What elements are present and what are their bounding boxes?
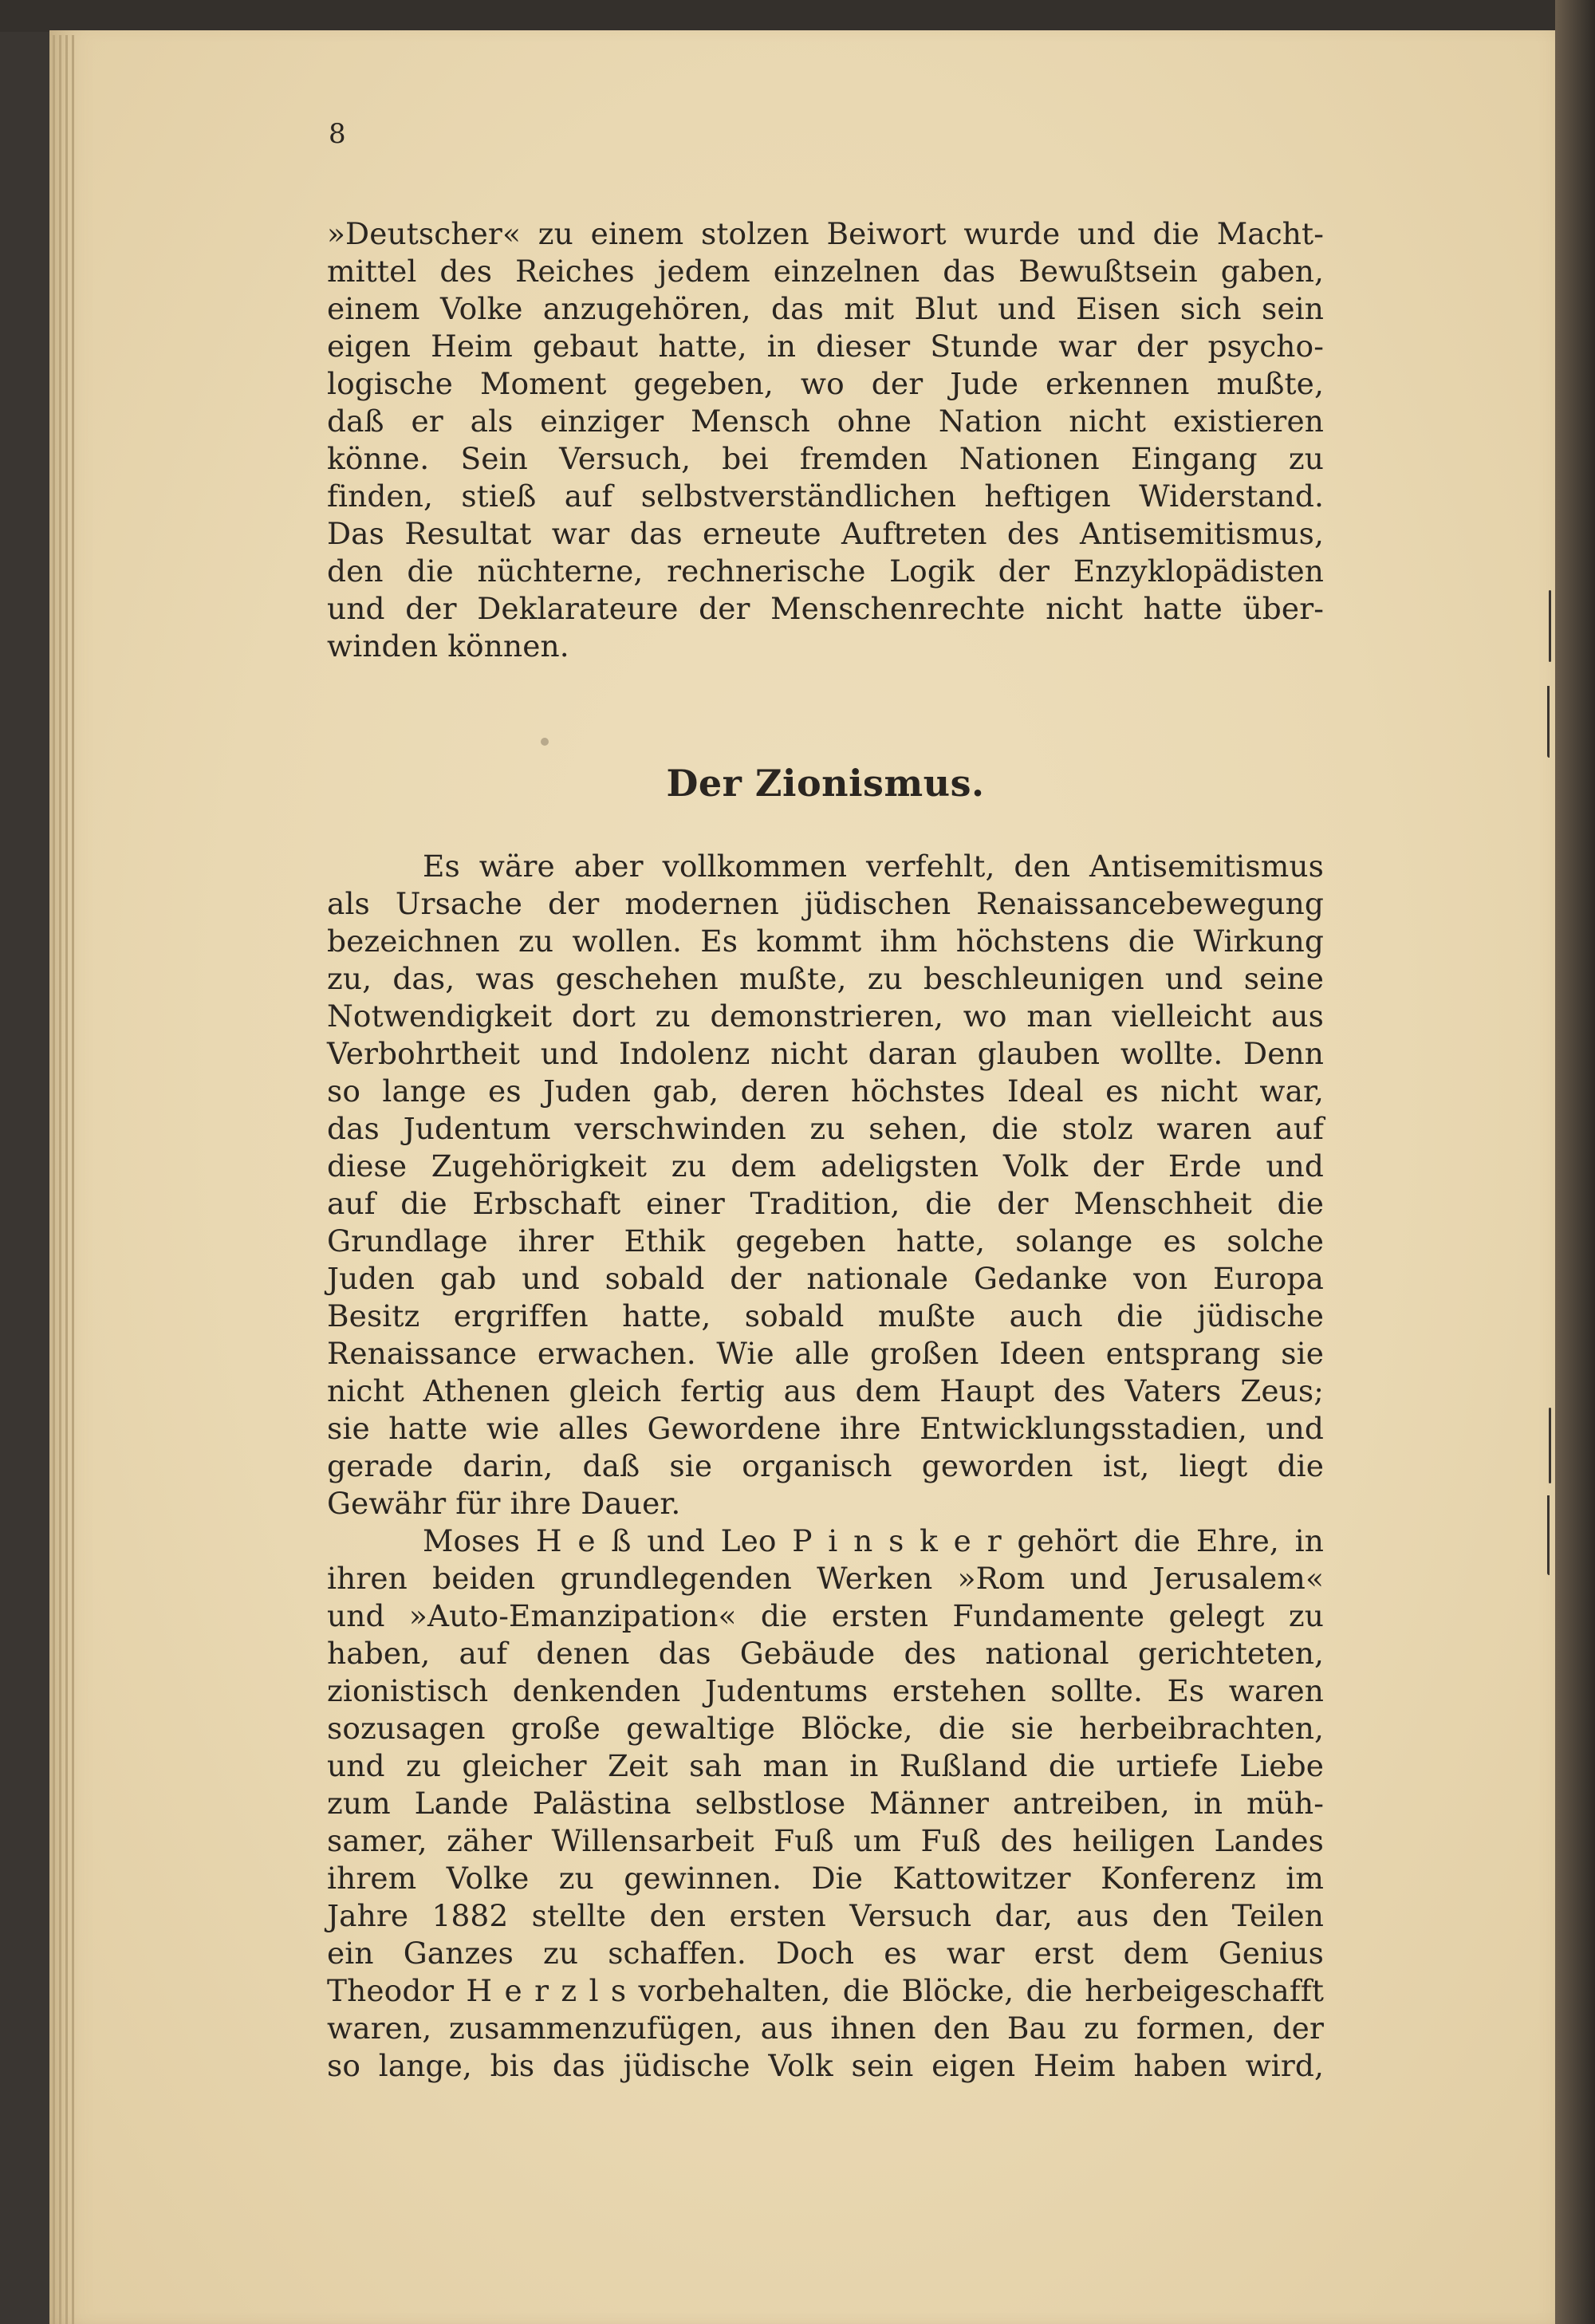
margin-mark bbox=[1549, 1408, 1551, 1483]
text-line: diese Zugehörigkeit zu dem adeligsten Volk der Erde und bbox=[327, 1148, 1324, 1184]
page-edge-line bbox=[65, 35, 68, 2324]
text-line: Das Resultat war das erneute Auftreten des Antisemitismus, bbox=[327, 516, 1324, 551]
text-line: Besitz ergriffen hatte, sobald mußte auch die jüdische bbox=[327, 1298, 1324, 1333]
text-line: zu, das, was geschehen mußte, zu beschleunigen und seine bbox=[327, 961, 1324, 996]
text-line: ihrem Volke zu gewinnen. Die Kattowitzer Konferenz im bbox=[327, 1861, 1324, 1896]
top-background bbox=[0, 0, 1595, 32]
text-line: ein Ganzes zu schaffen. Doch es war erst dem Genius bbox=[327, 1936, 1324, 1971]
paragraph-2 bbox=[327, 848, 1324, 2085]
text-line: gerade darin, daß sie organisch geworden ist, liegt die bbox=[327, 1448, 1324, 1483]
text-line: Juden gab und sobald der nationale Gedanke von Europa bbox=[327, 1261, 1324, 1296]
text-line: Verbohrtheit und Indolenz nicht daran glauben wollte. Denn bbox=[327, 1036, 1324, 1071]
text-line: könne. Sein Versuch, bei fremden Nationen Eingang zu bbox=[327, 441, 1324, 476]
paper-spot bbox=[541, 738, 549, 746]
text-line: nicht Athenen gleich fertig aus dem Haupt des Vaters Zeus; bbox=[327, 1373, 1324, 1408]
text-line: einem Volke anzugehören, das mit Blut und Eisen sich sein bbox=[327, 291, 1324, 326]
text-line: auf die Erbschaft einer Tradition, die der Menschheit die bbox=[327, 1186, 1324, 1221]
text-line: logische Moment gegeben, wo der Jude erkennen mußte, bbox=[327, 366, 1324, 401]
page-edge-line bbox=[59, 35, 61, 2324]
text-line: eigen Heim gebaut hatte, in dieser Stunde war der psycho- bbox=[327, 329, 1324, 364]
page-edge-line bbox=[53, 35, 55, 2324]
text-line: Es wäre aber vollkommen verfehlt, den Antisemitismus bbox=[423, 849, 1324, 884]
text-line: als Ursache der modernen jüdischen Renaissancebewegung bbox=[327, 886, 1324, 921]
page-edge-line bbox=[72, 35, 74, 2324]
text-line: bezeichnen zu wollen. Es kommt ihm höchstens die Wirkung bbox=[327, 924, 1324, 959]
right-background bbox=[1555, 0, 1595, 2324]
section-heading: Der Zionismus. bbox=[666, 762, 985, 805]
page-number: 8 bbox=[329, 118, 346, 150]
text-line: haben, auf denen das Gebäude des national gerichteten, bbox=[327, 1636, 1324, 1671]
margin-mark bbox=[1549, 590, 1551, 662]
text-line: zum Lande Palästina selbstlose Männer antreiben, in müh- bbox=[327, 1786, 1324, 1821]
margin-mark bbox=[1547, 1495, 1550, 1575]
text-line: finden, stieß auf selbstverständlichen heftigen Widerstand. bbox=[327, 479, 1324, 514]
text-line: Grundlage ihrer Ethik gegeben hatte, solange es solche bbox=[327, 1223, 1324, 1259]
text-line: Notwendigkeit dort zu demonstrieren, wo man vielleicht aus bbox=[327, 999, 1324, 1034]
text-line: mittel des Reiches jedem einzelnen das Bewußtsein gaben, bbox=[327, 254, 1324, 289]
text-line: samer, zäher Willensarbeit Fuß um Fuß des heiligen Landes bbox=[327, 1823, 1324, 1858]
text-line: und »Auto-Emanzipation« die ersten Fundamente gelegt zu bbox=[327, 1598, 1324, 1633]
text-line: so lange, bis das jüdische Volk sein eigen Heim haben wird, bbox=[327, 2048, 1324, 2083]
text-line: Renaissance erwachen. Wie alle großen Ideen entsprang sie bbox=[327, 1336, 1324, 1371]
text-line: sozusagen große gewaltige Blöcke, die sie herbeibrachten, bbox=[327, 1711, 1324, 1746]
text-line: Jahre 1882 stellte den ersten Versuch dar, aus den Teilen bbox=[327, 1898, 1324, 1933]
text-line: Moses H e ß und Leo P i n s k e r gehört die Ehre, in bbox=[423, 1523, 1324, 1558]
text-line: »Deutscher« zu einem stolzen Beiwort wurde und die Macht- bbox=[327, 216, 1324, 251]
margin-mark bbox=[1547, 686, 1550, 758]
text-line: daß er als einziger Mensch ohne Nation nicht existieren bbox=[327, 404, 1324, 439]
text-line: zionistisch denkenden Judentums erstehen sollte. Es waren bbox=[327, 1673, 1324, 1708]
text-line: das Judentum verschwinden zu sehen, die stolz waren auf bbox=[327, 1111, 1324, 1146]
text-line: Gewähr für ihre Dauer. bbox=[327, 1486, 681, 1521]
paragraph-1 bbox=[327, 215, 1324, 665]
text-line: den die nüchterne, rechnerische Logik der Enzyklopädisten bbox=[327, 553, 1324, 589]
text-line: und zu gleicher Zeit sah man in Rußland die urtiefe Liebe bbox=[327, 1748, 1324, 1783]
text-line: und der Deklarateure der Menschenrechte nicht hatte über- bbox=[327, 591, 1324, 626]
text-line: waren, zusammenzufügen, aus ihnen den Bau zu formen, der bbox=[327, 2011, 1324, 2046]
text-line: ihren beiden grundlegenden Werken »Rom und Jerusalem« bbox=[327, 1561, 1324, 1596]
text-line: sie hatte wie alles Gewordene ihre Entwicklungsstadien, und bbox=[327, 1411, 1324, 1446]
text-line: Theodor H e r z l s vorbehalten, die Blöcke, die herbeigeschafft bbox=[327, 1973, 1324, 2008]
text-line: winden können. bbox=[327, 628, 569, 664]
text-line: so lange es Juden gab, deren höchstes Ideal es nicht war, bbox=[327, 1073, 1324, 1109]
